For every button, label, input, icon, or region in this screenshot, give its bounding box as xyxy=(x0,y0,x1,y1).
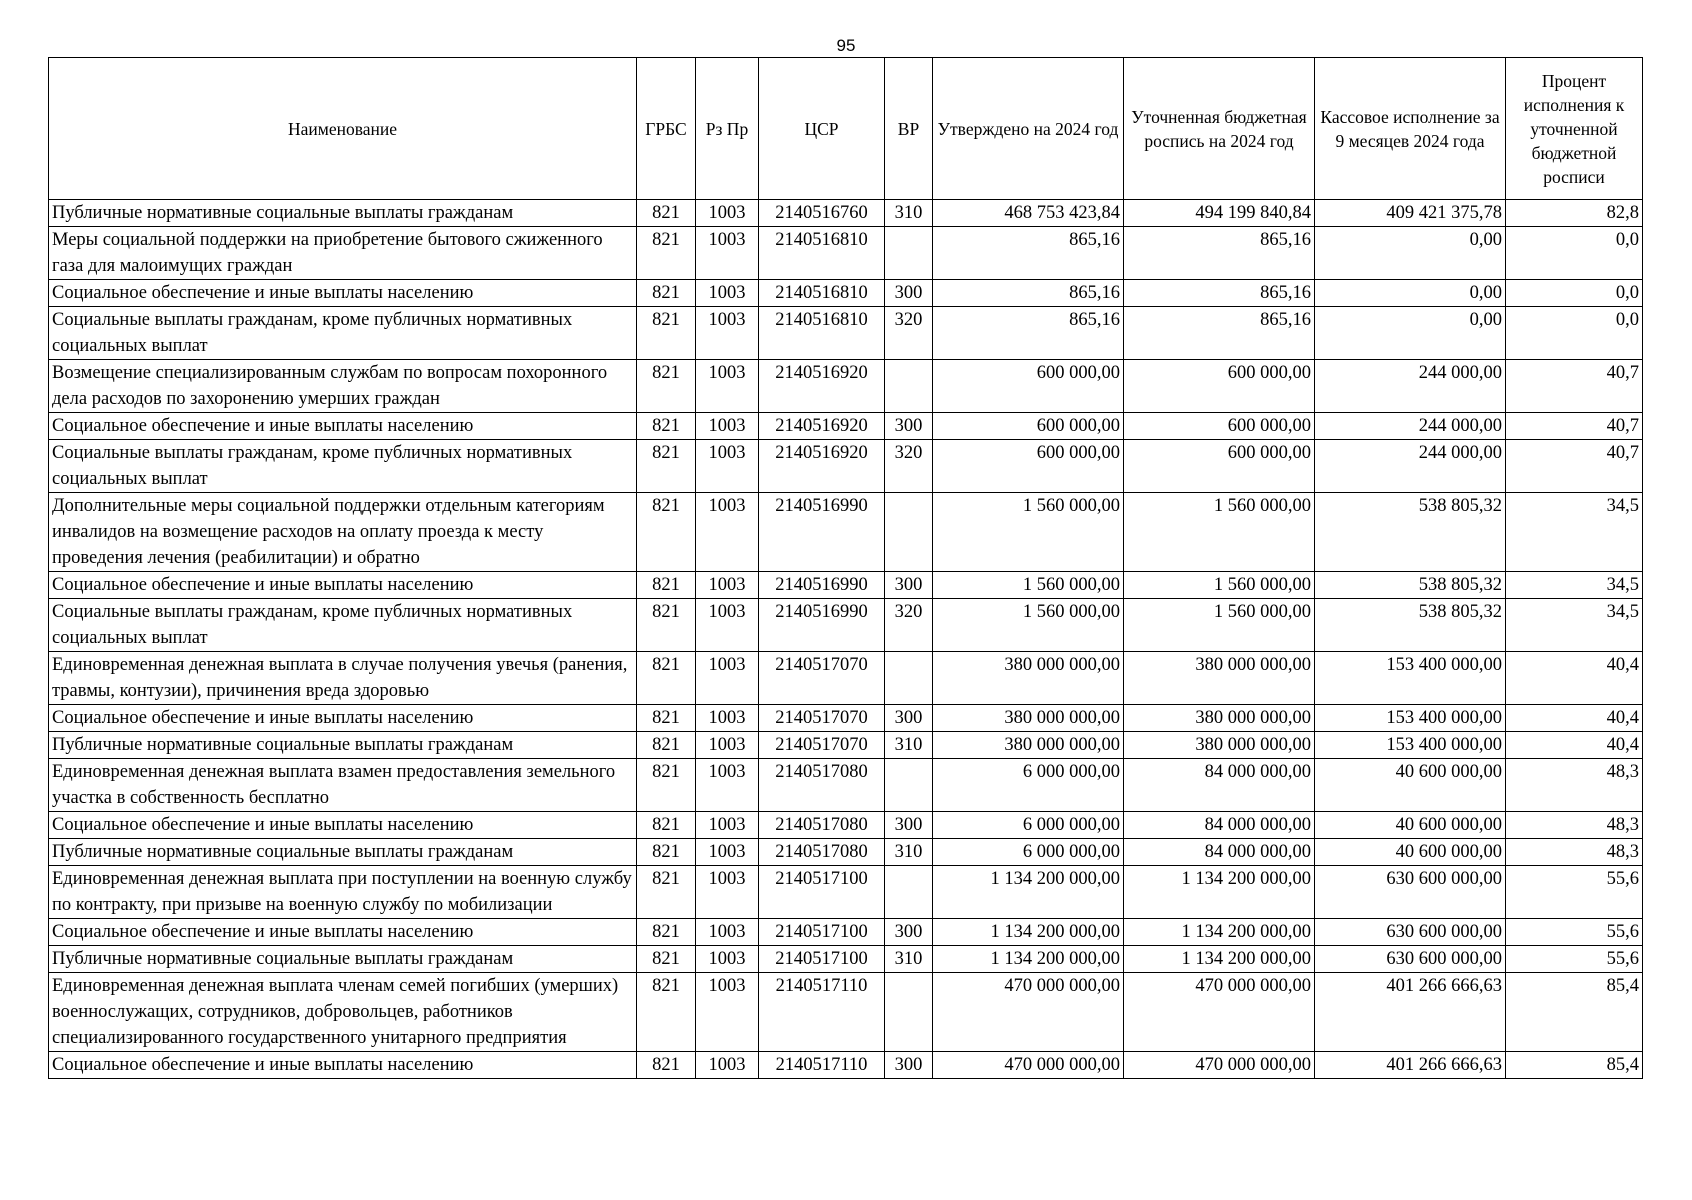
cell-grbs: 821 xyxy=(637,759,696,812)
table-row xyxy=(49,493,1643,572)
cell-grbs: 821 xyxy=(637,946,696,973)
cell-approved: 380 000 000,00 xyxy=(933,652,1124,705)
table-row xyxy=(49,1052,1643,1079)
table-row xyxy=(49,839,1643,866)
cell-approved: 380 000 000,00 xyxy=(933,732,1124,759)
cell-cash: 153 400 000,00 xyxy=(1315,732,1506,759)
cell-grbs: 821 xyxy=(637,839,696,866)
cell-csr: 2140517080 xyxy=(759,839,885,866)
cell-grbs: 821 xyxy=(637,440,696,493)
header-percent: Процент исполнения к уточненной бюджетной росписи xyxy=(1506,58,1643,200)
cell-refined: 1 560 000,00 xyxy=(1124,493,1315,572)
cell-cash: 401 266 666,63 xyxy=(1315,1052,1506,1079)
cell-csr: 2140516810 xyxy=(759,307,885,360)
cell-grbs: 821 xyxy=(637,705,696,732)
cell-refined: 84 000 000,00 xyxy=(1124,839,1315,866)
table-row xyxy=(49,599,1643,652)
cell-cash: 630 600 000,00 xyxy=(1315,866,1506,919)
cell-cash: 244 000,00 xyxy=(1315,440,1506,493)
table-row xyxy=(49,732,1643,759)
table-row xyxy=(49,280,1643,307)
table-row xyxy=(49,413,1643,440)
cell-refined: 494 199 840,84 xyxy=(1124,200,1315,227)
cell-rzpr: 1003 xyxy=(696,732,759,759)
cell-rzpr: 1003 xyxy=(696,413,759,440)
cell-percent: 0,0 xyxy=(1506,280,1643,307)
cell-rzpr: 1003 xyxy=(696,866,759,919)
header-vr: ВР xyxy=(885,58,933,200)
cell-refined: 84 000 000,00 xyxy=(1124,812,1315,839)
cell-approved: 380 000 000,00 xyxy=(933,705,1124,732)
cell-csr: 2140517080 xyxy=(759,812,885,839)
table-body xyxy=(49,200,1643,1079)
cell-cash: 0,00 xyxy=(1315,227,1506,280)
cell-rzpr: 1003 xyxy=(696,227,759,280)
cell-vr xyxy=(885,759,933,812)
cell-name: Социальное обеспечение и иные выплаты населению xyxy=(49,280,637,307)
cell-percent: 34,5 xyxy=(1506,599,1643,652)
cell-approved: 6 000 000,00 xyxy=(933,812,1124,839)
cell-percent: 0,0 xyxy=(1506,227,1643,280)
cell-percent: 0,0 xyxy=(1506,307,1643,360)
cell-vr: 300 xyxy=(885,572,933,599)
cell-cash: 244 000,00 xyxy=(1315,413,1506,440)
cell-name: Дополнительные меры социальной поддержки отдельным категориям инвалидов на возмещение расходов на оплату проезда к месту проведения лечения (реабилитации) и обратно xyxy=(49,493,637,572)
cell-csr: 2140517070 xyxy=(759,705,885,732)
header-csr: ЦСР xyxy=(759,58,885,200)
cell-rzpr: 1003 xyxy=(696,280,759,307)
cell-csr: 2140517100 xyxy=(759,866,885,919)
cell-csr: 2140517110 xyxy=(759,1052,885,1079)
table-row xyxy=(49,652,1643,705)
header-rzpr: Рз Пр xyxy=(696,58,759,200)
cell-grbs: 821 xyxy=(637,572,696,599)
cell-name: Публичные нормативные социальные выплаты гражданам xyxy=(49,200,637,227)
cell-csr: 2140517080 xyxy=(759,759,885,812)
cell-percent: 55,6 xyxy=(1506,919,1643,946)
cell-rzpr: 1003 xyxy=(696,652,759,705)
cell-vr: 300 xyxy=(885,280,933,307)
page-number: 95 xyxy=(836,36,856,55)
cell-name: Единовременная денежная выплата взамен предоставления земельного участка в собственность бесплатно xyxy=(49,759,637,812)
cell-name: Социальные выплаты гражданам, кроме публичных нормативных социальных выплат xyxy=(49,440,637,493)
cell-approved: 1 134 200 000,00 xyxy=(933,919,1124,946)
cell-csr: 2140516810 xyxy=(759,227,885,280)
budget-execution-table xyxy=(48,57,1643,1079)
cell-percent: 48,3 xyxy=(1506,812,1643,839)
cell-vr: 310 xyxy=(885,732,933,759)
cell-name: Единовременная денежная выплата при поступлении на военную службу по контракту, при призыве на военную службу по мобилизации xyxy=(49,866,637,919)
cell-refined: 84 000 000,00 xyxy=(1124,759,1315,812)
cell-vr xyxy=(885,652,933,705)
cell-refined: 1 134 200 000,00 xyxy=(1124,946,1315,973)
cell-cash: 153 400 000,00 xyxy=(1315,705,1506,732)
cell-name: Меры социальной поддержки на приобретение бытового сжиженного газа для малоимущих граждан xyxy=(49,227,637,280)
cell-vr: 320 xyxy=(885,307,933,360)
cell-csr: 2140517070 xyxy=(759,652,885,705)
cell-approved: 600 000,00 xyxy=(933,413,1124,440)
cell-cash: 40 600 000,00 xyxy=(1315,812,1506,839)
cell-refined: 470 000 000,00 xyxy=(1124,973,1315,1052)
cell-vr: 310 xyxy=(885,200,933,227)
cell-csr: 2140516990 xyxy=(759,572,885,599)
cell-vr: 300 xyxy=(885,919,933,946)
cell-name: Социальные выплаты гражданам, кроме публичных нормативных социальных выплат xyxy=(49,307,637,360)
cell-percent: 34,5 xyxy=(1506,572,1643,599)
cell-approved: 865,16 xyxy=(933,227,1124,280)
cell-cash: 538 805,32 xyxy=(1315,493,1506,572)
cell-grbs: 821 xyxy=(637,413,696,440)
cell-percent: 40,4 xyxy=(1506,732,1643,759)
header-grbs: ГРБС xyxy=(637,58,696,200)
table-row xyxy=(49,227,1643,280)
cell-name: Социальные выплаты гражданам, кроме публичных нормативных социальных выплат xyxy=(49,599,637,652)
header-name: Наименование xyxy=(49,58,637,200)
cell-percent: 40,7 xyxy=(1506,360,1643,413)
cell-vr: 300 xyxy=(885,1052,933,1079)
cell-csr: 2140516810 xyxy=(759,280,885,307)
cell-refined: 865,16 xyxy=(1124,307,1315,360)
header-refined: Уточненная бюджетная роспись на 2024 год xyxy=(1124,58,1315,200)
cell-grbs: 821 xyxy=(637,732,696,759)
cell-rzpr: 1003 xyxy=(696,839,759,866)
cell-approved: 6 000 000,00 xyxy=(933,759,1124,812)
cell-name: Социальное обеспечение и иные выплаты населению xyxy=(49,705,637,732)
cell-cash: 401 266 666,63 xyxy=(1315,973,1506,1052)
cell-name: Публичные нормативные социальные выплаты гражданам xyxy=(49,946,637,973)
cell-refined: 470 000 000,00 xyxy=(1124,1052,1315,1079)
cell-csr: 2140516920 xyxy=(759,413,885,440)
cell-approved: 1 560 000,00 xyxy=(933,599,1124,652)
cell-vr xyxy=(885,493,933,572)
cell-vr xyxy=(885,866,933,919)
cell-rzpr: 1003 xyxy=(696,307,759,360)
table-row xyxy=(49,812,1643,839)
table-row xyxy=(49,866,1643,919)
cell-csr: 2140516920 xyxy=(759,440,885,493)
cell-cash: 630 600 000,00 xyxy=(1315,919,1506,946)
cell-percent: 55,6 xyxy=(1506,946,1643,973)
cell-refined: 865,16 xyxy=(1124,227,1315,280)
cell-grbs: 821 xyxy=(637,280,696,307)
cell-grbs: 821 xyxy=(637,812,696,839)
cell-rzpr: 1003 xyxy=(696,440,759,493)
cell-percent: 40,4 xyxy=(1506,652,1643,705)
cell-vr: 300 xyxy=(885,812,933,839)
cell-cash: 153 400 000,00 xyxy=(1315,652,1506,705)
cell-percent: 55,6 xyxy=(1506,866,1643,919)
cell-rzpr: 1003 xyxy=(696,1052,759,1079)
cell-csr: 2140517070 xyxy=(759,732,885,759)
cell-rzpr: 1003 xyxy=(696,360,759,413)
cell-percent: 40,7 xyxy=(1506,413,1643,440)
cell-name: Социальное обеспечение и иные выплаты населению xyxy=(49,1052,637,1079)
table-row xyxy=(49,307,1643,360)
cell-refined: 1 134 200 000,00 xyxy=(1124,866,1315,919)
cell-percent: 85,4 xyxy=(1506,973,1643,1052)
table-row xyxy=(49,946,1643,973)
cell-csr: 2140517110 xyxy=(759,973,885,1052)
cell-grbs: 821 xyxy=(637,227,696,280)
cell-vr: 300 xyxy=(885,413,933,440)
table-row xyxy=(49,440,1643,493)
cell-refined: 600 000,00 xyxy=(1124,360,1315,413)
cell-approved: 1 560 000,00 xyxy=(933,493,1124,572)
table-row xyxy=(49,973,1643,1052)
cell-grbs: 821 xyxy=(637,973,696,1052)
cell-percent: 82,8 xyxy=(1506,200,1643,227)
cell-cash: 0,00 xyxy=(1315,280,1506,307)
cell-vr: 310 xyxy=(885,946,933,973)
cell-vr: 320 xyxy=(885,599,933,652)
cell-cash: 0,00 xyxy=(1315,307,1506,360)
cell-name: Единовременная денежная выплата в случае получения увечья (ранения, травмы, контузии), причинения вреда здоровью xyxy=(49,652,637,705)
cell-cash: 40 600 000,00 xyxy=(1315,839,1506,866)
cell-cash: 244 000,00 xyxy=(1315,360,1506,413)
cell-csr: 2140516760 xyxy=(759,200,885,227)
cell-cash: 630 600 000,00 xyxy=(1315,946,1506,973)
cell-refined: 380 000 000,00 xyxy=(1124,732,1315,759)
cell-name: Единовременная денежная выплата членам семей погибших (умерших) военнослужащих, сотрудников, добровольцев, работников специализированного государственного унитарного предприятия xyxy=(49,973,637,1052)
cell-rzpr: 1003 xyxy=(696,200,759,227)
header-approved: Утверждено на 2024 год xyxy=(933,58,1124,200)
cell-rzpr: 1003 xyxy=(696,919,759,946)
cell-cash: 538 805,32 xyxy=(1315,599,1506,652)
cell-approved: 470 000 000,00 xyxy=(933,973,1124,1052)
cell-percent: 40,7 xyxy=(1506,440,1643,493)
cell-name: Социальное обеспечение и иные выплаты населению xyxy=(49,572,637,599)
cell-approved: 470 000 000,00 xyxy=(933,1052,1124,1079)
cell-cash: 538 805,32 xyxy=(1315,572,1506,599)
cell-percent: 48,3 xyxy=(1506,759,1643,812)
cell-approved: 6 000 000,00 xyxy=(933,839,1124,866)
cell-rzpr: 1003 xyxy=(696,599,759,652)
cell-refined: 865,16 xyxy=(1124,280,1315,307)
cell-rzpr: 1003 xyxy=(696,572,759,599)
cell-name: Возмещение специализированным службам по вопросам похоронного дела расходов по захоронению умерших граждан xyxy=(49,360,637,413)
table-row xyxy=(49,919,1643,946)
cell-csr: 2140516990 xyxy=(759,599,885,652)
cell-approved: 600 000,00 xyxy=(933,360,1124,413)
cell-grbs: 821 xyxy=(637,200,696,227)
cell-percent: 40,4 xyxy=(1506,705,1643,732)
cell-grbs: 821 xyxy=(637,866,696,919)
cell-name: Социальное обеспечение и иные выплаты населению xyxy=(49,919,637,946)
cell-rzpr: 1003 xyxy=(696,973,759,1052)
cell-grbs: 821 xyxy=(637,1052,696,1079)
cell-grbs: 821 xyxy=(637,599,696,652)
cell-approved: 1 134 200 000,00 xyxy=(933,866,1124,919)
cell-approved: 1 134 200 000,00 xyxy=(933,946,1124,973)
cell-csr: 2140516920 xyxy=(759,360,885,413)
cell-approved: 1 560 000,00 xyxy=(933,572,1124,599)
cell-grbs: 821 xyxy=(637,919,696,946)
cell-refined: 600 000,00 xyxy=(1124,440,1315,493)
table-header-row xyxy=(49,58,1643,200)
cell-refined: 380 000 000,00 xyxy=(1124,652,1315,705)
cell-name: Публичные нормативные социальные выплаты гражданам xyxy=(49,839,637,866)
cell-grbs: 821 xyxy=(637,360,696,413)
cell-vr: 320 xyxy=(885,440,933,493)
table-row xyxy=(49,572,1643,599)
cell-refined: 600 000,00 xyxy=(1124,413,1315,440)
cell-vr xyxy=(885,360,933,413)
cell-name: Социальное обеспечение и иные выплаты населению xyxy=(49,812,637,839)
cell-vr xyxy=(885,227,933,280)
cell-refined: 380 000 000,00 xyxy=(1124,705,1315,732)
cell-csr: 2140516990 xyxy=(759,493,885,572)
cell-rzpr: 1003 xyxy=(696,946,759,973)
cell-rzpr: 1003 xyxy=(696,705,759,732)
cell-vr: 300 xyxy=(885,705,933,732)
cell-name: Публичные нормативные социальные выплаты гражданам xyxy=(49,732,637,759)
cell-cash: 40 600 000,00 xyxy=(1315,759,1506,812)
cell-percent: 48,3 xyxy=(1506,839,1643,866)
cell-rzpr: 1003 xyxy=(696,759,759,812)
cell-approved: 865,16 xyxy=(933,307,1124,360)
cell-csr: 2140517100 xyxy=(759,946,885,973)
cell-rzpr: 1003 xyxy=(696,812,759,839)
cell-vr: 310 xyxy=(885,839,933,866)
cell-percent: 85,4 xyxy=(1506,1052,1643,1079)
header-cash: Кассовое исполнение за 9 месяцев 2024 года xyxy=(1315,58,1506,200)
cell-cash: 409 421 375,78 xyxy=(1315,200,1506,227)
cell-refined: 1 134 200 000,00 xyxy=(1124,919,1315,946)
cell-grbs: 821 xyxy=(637,307,696,360)
table-row xyxy=(49,705,1643,732)
cell-name: Социальное обеспечение и иные выплаты населению xyxy=(49,413,637,440)
cell-csr: 2140517100 xyxy=(759,919,885,946)
table-row xyxy=(49,360,1643,413)
cell-grbs: 821 xyxy=(637,652,696,705)
table-row xyxy=(49,759,1643,812)
cell-percent: 34,5 xyxy=(1506,493,1643,572)
cell-approved: 468 753 423,84 xyxy=(933,200,1124,227)
table-row xyxy=(49,200,1643,227)
cell-approved: 865,16 xyxy=(933,280,1124,307)
cell-rzpr: 1003 xyxy=(696,493,759,572)
cell-grbs: 821 xyxy=(637,493,696,572)
cell-vr xyxy=(885,973,933,1052)
cell-refined: 1 560 000,00 xyxy=(1124,599,1315,652)
cell-refined: 1 560 000,00 xyxy=(1124,572,1315,599)
cell-approved: 600 000,00 xyxy=(933,440,1124,493)
